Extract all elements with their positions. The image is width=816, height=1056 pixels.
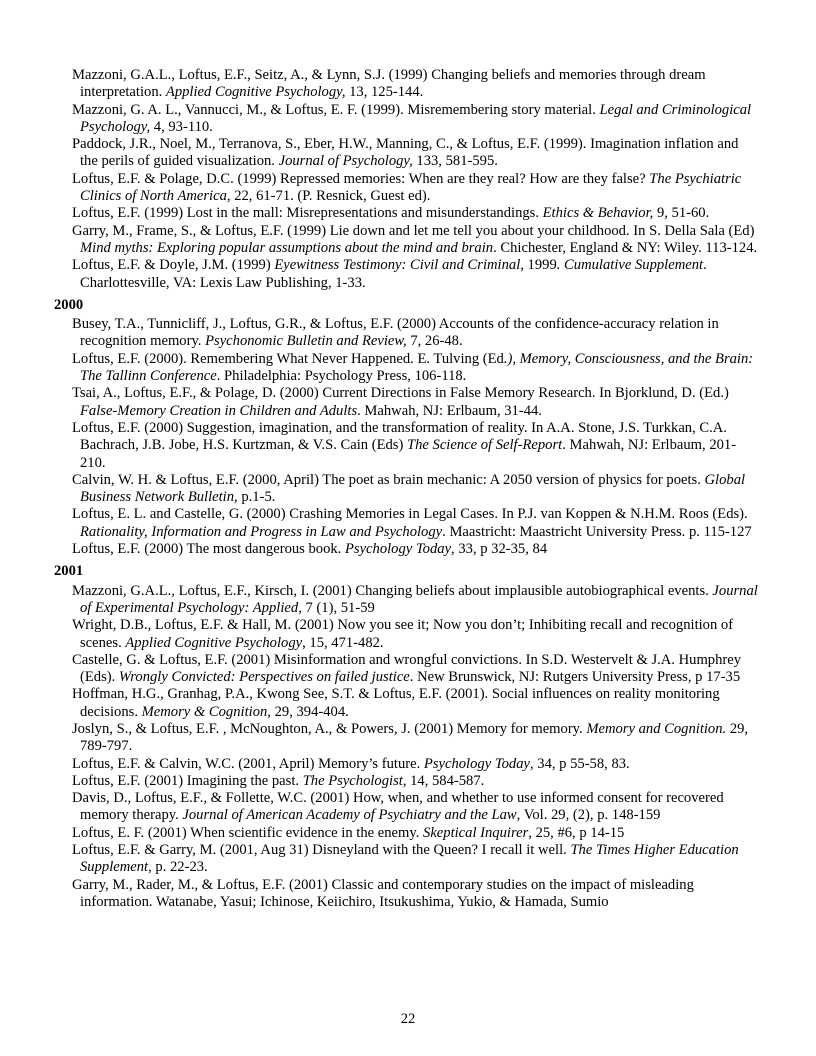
reference-entry bbox=[54, 205, 759, 222]
reference-list bbox=[54, 67, 759, 911]
reference-title: Skeptical Inquirer bbox=[423, 824, 529, 841]
reference-title: Journal of Psychology, bbox=[278, 153, 413, 170]
reference-text: Mazzoni, G.A.L., Loftus, E.F., Kirsch, I. (2001) Changing beliefs about implausible autobiographical events. bbox=[72, 582, 713, 599]
reference-text: , 14, 584-587. bbox=[402, 772, 485, 789]
reference-text: , 15, 471-482. bbox=[302, 634, 384, 651]
reference-text: Davis, D., Loftus, E.F., & Follette, W.C. (2001) How, when, and whether to use informed consent for recovered memory therapy. bbox=[72, 790, 724, 824]
reference-text: , p. 22-23. bbox=[148, 859, 208, 876]
reference-text: Loftus, E. L. and Castelle, G. (2000) Crashing Memories in Legal Cases. In P.J. van Koppen & N.H.M. Roos (Eds). bbox=[72, 506, 748, 523]
reference-title: Memory & Cognition bbox=[141, 703, 268, 720]
reference-text: Castelle, G. & Loftus, E.F. (2001) Misinformation and wrongful convictions. In S.D. Westervelt & J.A. Humphrey (Eds). bbox=[72, 651, 742, 686]
reference-entry bbox=[54, 102, 759, 137]
reference-title: The Times Higher Education Supplement bbox=[80, 842, 739, 876]
reference-entry bbox=[54, 541, 759, 558]
reference-entry bbox=[54, 825, 759, 842]
reference-text: . Maastricht: Maastricht University Press. p. 115-127 bbox=[442, 523, 752, 540]
reference-entry bbox=[54, 385, 759, 420]
reference-text: , 34, p 55-58, 83. bbox=[529, 755, 630, 772]
reference-text: , 25, #6, p 14-15 bbox=[528, 824, 625, 841]
reference-text: 133, 581-595. bbox=[412, 153, 498, 170]
reference-entry bbox=[54, 67, 759, 102]
reference-text: . Chichester, England & NY: Wiley. 113-124. bbox=[493, 239, 758, 256]
reference-title: Psychonomic Bulletin and Review, bbox=[205, 333, 407, 350]
section-2000 bbox=[54, 297, 759, 558]
reference-title: Wrongly Convicted: Perspectives on failed justice bbox=[118, 669, 410, 686]
reference-text: , 29, 394-404. bbox=[267, 703, 349, 720]
reference-entry bbox=[54, 136, 759, 171]
reference-title: Memory and Cognition. bbox=[586, 720, 727, 737]
reference-text: . New Brunswick, NJ: Rutgers University Press, p 17-35 bbox=[409, 669, 741, 686]
year-heading: 2001 bbox=[54, 563, 84, 580]
reference-text: . Mahwah, NJ: Erlbaum, 31-44. bbox=[357, 402, 542, 419]
reference-text: , p.1-5. bbox=[234, 489, 276, 506]
reference-text: Hoffman, H.G., Granhag, P.A., Kwong See, S.T. & Loftus, E.F. (2001). Social influences on reality monitoring decisions. bbox=[72, 686, 720, 720]
reference-text: 22, 61-71. (P. Resnick, Guest ed). bbox=[230, 188, 431, 205]
reference-text: Loftus, E.F. (2000). Remembering What Never Happened. E. Tulving (Ed bbox=[72, 350, 504, 367]
reference-entry bbox=[54, 617, 759, 652]
reference-text: Joslyn, S., & Loftus, E.F. , McNoughton, A., & Powers, J. (2001) Memory for memory. bbox=[72, 720, 587, 737]
reference-title: Eyewitness Testimony: Civil and Criminal, bbox=[274, 257, 524, 274]
reference-text: Paddock, J.R., Noel, M., Terranova, S., Eber, H.W., Manning, C., & Loftus, E.F. (1999). Imagination inflation and the perils of guided visualization. bbox=[72, 136, 739, 170]
reference-text: 7, 26-48. bbox=[406, 333, 463, 350]
reference-text: Calvin, W. H. & Loftus, E.F. (2000, April) The poet as brain mechanic: A 2050 version of physics for poets. bbox=[72, 471, 705, 488]
reference-entry bbox=[54, 420, 759, 472]
year-heading: 2000 bbox=[54, 296, 84, 313]
reference-title: Ethics & Behavior, bbox=[542, 205, 654, 222]
reference-entry bbox=[54, 223, 759, 258]
reference-title: Journal of American Academy of Psychiatry and the Law bbox=[182, 807, 517, 824]
reference-text: Wright, D.B., Loftus, E.F. & Hall, M. (2001) Now you see it; Now you don’t; Inhibiting recall and recognition of scenes. bbox=[72, 617, 734, 651]
reference-entry bbox=[54, 721, 759, 756]
reference-title: False-Memory Creation in Children and Adults bbox=[80, 402, 358, 419]
section-2001 bbox=[54, 563, 759, 911]
reference-entry bbox=[54, 773, 759, 790]
reference-text: Loftus, E.F. & Garry, M. (2001, Aug 31) Disneyland with the Queen? I recall it well. bbox=[72, 842, 571, 859]
reference-title: The Science of Self-Report bbox=[406, 437, 563, 454]
reference-entry bbox=[54, 472, 759, 507]
reference-text: Loftus, E.F. (2000) Suggestion, imagination, and the transformation of reality. In A.A. Stone, J.S. Turkkan, C.A. Bachrach, J.B. Jobe, H.S. Kurtzman, & V.S. Cain (Eds) bbox=[72, 419, 727, 454]
reference-title: Applied Cognitive Psychology bbox=[125, 634, 303, 651]
reference-entry bbox=[54, 506, 759, 541]
reference-entry bbox=[54, 842, 759, 877]
reference-title: The Psychiatric Clinics of North America, bbox=[80, 170, 742, 205]
section-continued bbox=[54, 67, 759, 292]
reference-text: Loftus, E.F. (1999) Lost in the mall: Misrepresentations and misunderstandings. bbox=[72, 205, 543, 222]
reference-title: . Cumulative Supplement bbox=[556, 257, 704, 274]
reference-entry bbox=[54, 652, 759, 687]
reference-text: Mazzoni, G.A.L., Loftus, E.F., Seitz, A., & Lynn, S.J. (1999) Changing beliefs and memories through dream interpretation. bbox=[72, 67, 706, 101]
reference-text: Garry, M., Rader, M., & Loftus, E.F. (2001) Classic and contemporary studies on the impact of misleading information. Watanabe, Yasui; Ichinose, Keiichiro, Itsukushima, Yukio, & Hamada, Sumio bbox=[72, 876, 694, 910]
reference-text: , 33, p 32-35, 84 bbox=[451, 541, 548, 558]
reference-title: Mind myths: Exploring popular assumptions about the mind and brain bbox=[80, 239, 494, 256]
reference-title: The Psychologist bbox=[302, 772, 403, 789]
reference-text: , 7 (1), 51-59 bbox=[298, 599, 375, 616]
reference-text: , Vol. 29, (2), p. 148-159 bbox=[516, 807, 661, 824]
reference-text: Loftus, E. F. (2001) When scientific evidence in the enemy. bbox=[72, 824, 424, 841]
reference-text: Loftus, E.F. & Doyle, J.M. (1999) bbox=[72, 257, 275, 274]
reference-entry bbox=[54, 756, 759, 773]
reference-title: Applied Cognitive Psychology, bbox=[165, 84, 346, 101]
reference-text: 9, 51-60. bbox=[653, 205, 710, 222]
reference-entry bbox=[54, 257, 759, 292]
reference-text: 1999 bbox=[523, 257, 557, 274]
reference-title: Legal and Criminological Psychology, bbox=[80, 101, 752, 135]
reference-text: Loftus, E.F. & Polage, D.C. (1999) Repressed memories: When are they real? How are they false? bbox=[72, 170, 650, 187]
reference-text: . Mahwah, NJ: Erlbaum, 201-210. bbox=[80, 437, 737, 471]
reference-title: Psychology Today bbox=[423, 755, 530, 772]
reference-text: Mazzoni, G. A. L., Vannucci, M., & Loftus, E. F. (1999). Misremembering story material. bbox=[72, 101, 600, 118]
reference-entry bbox=[54, 583, 759, 618]
reference-text: Busey, T.A., Tunnicliff, J., Loftus, G.R., & Loftus, E.F. (2000) Accounts of the confidence-accuracy relation in recognition memory. bbox=[72, 316, 719, 350]
reference-entry bbox=[54, 686, 759, 721]
reference-text: Loftus, E.F. & Calvin, W.C. (2001, April) Memory’s future. bbox=[72, 755, 424, 772]
reference-entry bbox=[54, 351, 759, 386]
reference-title: Journal of Experimental Psychology: Applied bbox=[80, 582, 758, 616]
reference-text: . Charlottesville, VA: Lexis Law Publishing, 1-33. bbox=[80, 257, 707, 291]
reference-title: Rationality, Information and Progress in Law and Psychology bbox=[80, 523, 443, 540]
reference-text: 13, 125-144. bbox=[345, 84, 424, 101]
reference-entry bbox=[54, 877, 759, 912]
reference-text: 4, 93-110. bbox=[150, 118, 213, 135]
reference-text: . Philadelphia: Psychology Press, 106-118. bbox=[216, 368, 467, 385]
reference-entry bbox=[54, 316, 759, 351]
reference-text: Loftus, E.F. (2000) The most dangerous book. bbox=[72, 541, 345, 558]
reference-title: Global Business Network Bulletin bbox=[80, 471, 746, 506]
reference-title: .), Memory, Consciousness, and the Brain: The Tallinn Conference bbox=[80, 350, 754, 385]
reference-text: Tsai, A., Loftus, E.F., & Polage, D. (2000) Current Directions in False Memory Research. In Bjorklund, D. (Ed.) bbox=[72, 385, 729, 402]
reference-entry bbox=[54, 171, 759, 206]
reference-text: 29, 789-797. bbox=[80, 720, 749, 755]
reference-text: Loftus, E.F. (2001) Imagining the past. bbox=[72, 772, 303, 789]
reference-entry bbox=[54, 790, 759, 825]
reference-text: Garry, M., Frame, S., & Loftus, E.F. (1999) Lie down and let me tell you about your childhood. In S. Della Sala (Ed) bbox=[72, 222, 755, 239]
reference-title: Psychology Today bbox=[344, 541, 452, 558]
page-number: 22 bbox=[400, 1011, 416, 1027]
